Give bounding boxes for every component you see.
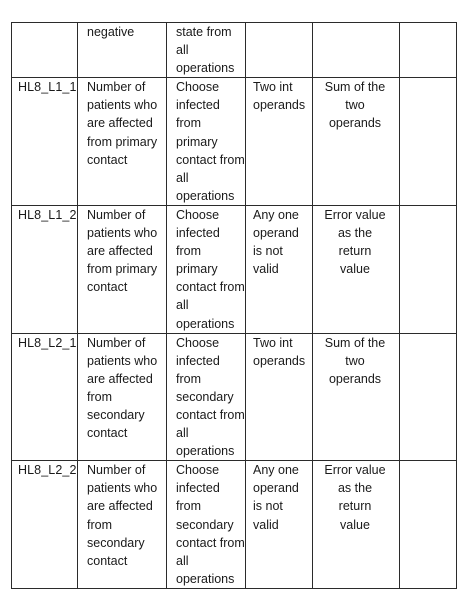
expected-output-text: Error value as the return value bbox=[324, 207, 386, 277]
result-cell bbox=[400, 23, 457, 78]
table-row bbox=[12, 333, 457, 461]
input-cell bbox=[246, 461, 313, 589]
input-cell bbox=[246, 78, 313, 206]
description-text: Number of patients who are affected from secondary contact bbox=[87, 335, 158, 441]
expected-output-text: Sum of the two operands bbox=[324, 80, 386, 131]
function-cell bbox=[167, 205, 246, 333]
function-text: Choose infected from primary contact from all operations bbox=[176, 80, 245, 203]
description-text: Number of patients who are affected from primary contact bbox=[87, 207, 158, 295]
table-row bbox=[12, 461, 457, 589]
result-cell bbox=[400, 461, 457, 589]
function-cell bbox=[167, 461, 246, 589]
description-cell bbox=[78, 205, 167, 333]
result-cell bbox=[400, 78, 457, 206]
function-cell bbox=[167, 333, 246, 461]
function-cell bbox=[167, 23, 246, 78]
result-cell bbox=[400, 205, 457, 333]
function-cell bbox=[167, 78, 246, 206]
test-id-cell bbox=[12, 23, 78, 78]
expected-output-cell bbox=[313, 333, 400, 461]
description-text: Number of patients who are affected from secondary contact bbox=[87, 463, 158, 568]
input-cell bbox=[246, 23, 313, 78]
test-id-text: HL8_L1_1 bbox=[18, 80, 77, 95]
description-cell bbox=[78, 461, 167, 589]
input-text: Two int operands bbox=[253, 335, 306, 368]
input-cell bbox=[246, 333, 313, 461]
expected-output-cell bbox=[313, 461, 400, 589]
expected-output-cell bbox=[313, 78, 400, 206]
test-id-text: HL8_L2_2 bbox=[18, 463, 77, 478]
description-cell bbox=[78, 23, 167, 78]
expected-output-cell bbox=[313, 205, 400, 333]
table-row bbox=[12, 205, 457, 333]
result-cell bbox=[400, 333, 457, 461]
input-text: Any one operand is not valid bbox=[253, 463, 299, 532]
description-cell bbox=[78, 78, 167, 206]
expected-output-cell bbox=[313, 23, 400, 78]
input-text: Two int operands bbox=[253, 80, 306, 113]
input-cell bbox=[246, 205, 313, 333]
function-text: Choose infected from secondary contact from all operations bbox=[176, 463, 245, 586]
expected-output-text: Sum of the two operands bbox=[324, 335, 386, 386]
description-text: Number of patients who are affected from primary contact bbox=[87, 80, 158, 167]
test-case-table bbox=[11, 22, 457, 589]
function-text: Choose infected from secondary contact from all operations bbox=[176, 335, 245, 459]
function-text: Choose infected from primary contact from all operations bbox=[176, 207, 245, 331]
test-id-text: HL8_L1_2 bbox=[18, 207, 77, 222]
function-text: state from all operations bbox=[176, 25, 235, 76]
description-cell bbox=[78, 333, 167, 461]
table-row bbox=[12, 23, 457, 78]
input-text: Any one operand is not valid bbox=[253, 207, 299, 277]
description-text: negative bbox=[87, 25, 135, 39]
test-id-cell bbox=[12, 333, 78, 461]
test-id-cell bbox=[12, 205, 78, 333]
test-id-text: HL8_L2_1 bbox=[18, 335, 77, 350]
expected-output-text: Error value as the return value bbox=[324, 463, 386, 532]
test-id-cell bbox=[12, 78, 78, 206]
table-row bbox=[12, 78, 457, 206]
test-id-cell bbox=[12, 461, 78, 589]
